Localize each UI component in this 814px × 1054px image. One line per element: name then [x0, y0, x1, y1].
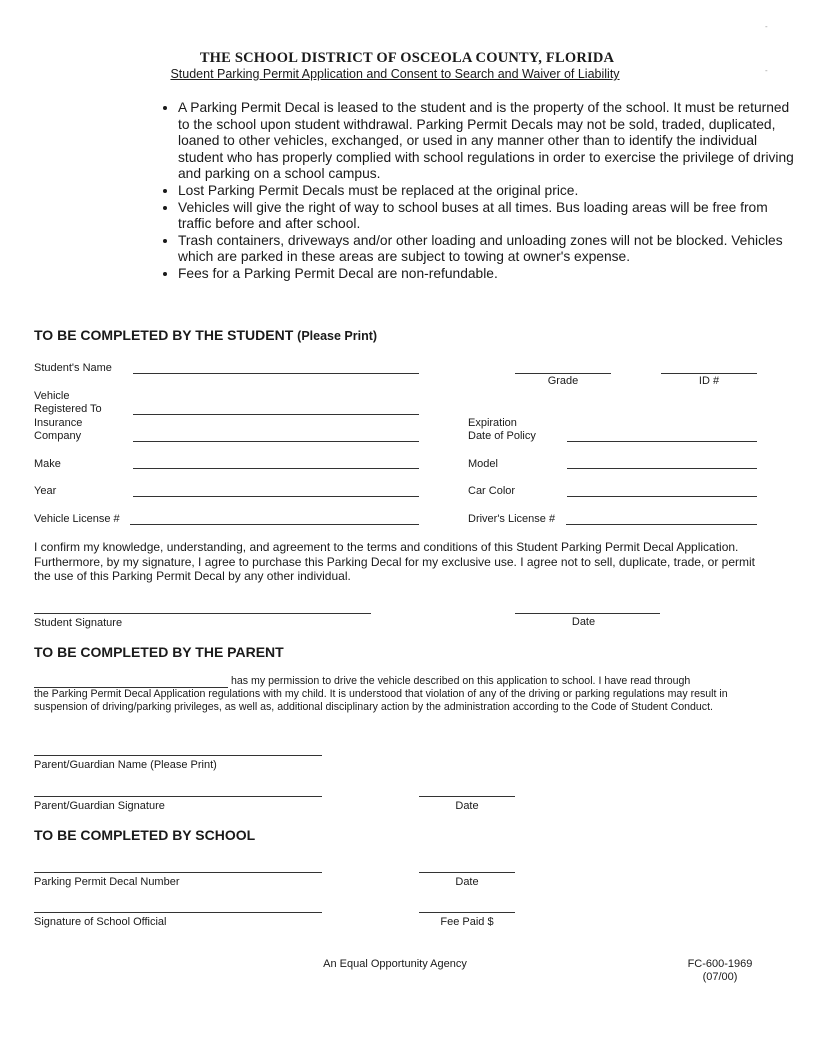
form-number: FC-600-1969 — [687, 958, 753, 970]
make-field[interactable] — [133, 468, 419, 469]
document-subtitle: Student Parking Permit Application and Consent to Search and Waiver of Liability — [170, 67, 620, 81]
year-field[interactable] — [133, 496, 419, 497]
rules-list — [146, 100, 798, 283]
rule-item: • Lost Parking Permit Decals must be replaced at the original price. — [178, 183, 798, 200]
id-field[interactable] — [661, 373, 757, 374]
insurance-line2: Company — [34, 430, 82, 442]
insurance-field[interactable] — [133, 441, 419, 442]
students-name-field[interactable] — [133, 373, 419, 374]
vehicle-license-field[interactable] — [130, 524, 419, 525]
fee-paid-field[interactable] — [419, 912, 515, 913]
year-label: Year — [34, 485, 57, 497]
expiration-line1: Expiration — [468, 417, 517, 429]
equal-opportunity-text: An Equal Opportunity Agency — [323, 958, 467, 970]
official-signature-label: Signature of School Official — [34, 916, 167, 928]
drivers-license-field[interactable] — [566, 524, 757, 525]
document-title: THE SCHOOL DISTRICT OF OSCEOLA COUNTY, FLORIDA — [199, 50, 615, 66]
decal-number-field[interactable] — [34, 872, 322, 873]
expiration-field[interactable] — [567, 441, 757, 442]
rule-item: • Vehicles will give the right of way to school buses at all times. Bus loading areas will be free from traffic before and after school. — [178, 200, 798, 233]
student-signature-field[interactable] — [34, 613, 371, 614]
student-date-label: Date — [571, 616, 596, 628]
scan-mark: - — [765, 66, 768, 75]
id-label: ID # — [698, 375, 720, 387]
permission-lead-text: has my permission to drive the vehicle described on this application to school. I have read through — [231, 675, 691, 687]
car-color-label: Car Color — [468, 485, 516, 497]
make-label: Make — [34, 458, 61, 470]
please-print-note: (Please Print) — [297, 329, 378, 343]
expiration-line2: Date of Policy — [468, 430, 536, 442]
student-date-field[interactable] — [515, 613, 660, 614]
guardian-name-field[interactable] — [34, 755, 322, 756]
student-agreement-text: I confirm my knowledge, understanding, and agreement to the terms and conditions of this Student Parking Permit Decal Application. Furthermore, by my signature, I agree to purchase this Parking Decal for my exclusive use. I agree not to sell, duplicate, trade, or permit the use of this Parking Permit Decal by any other individual. — [34, 540, 755, 583]
student-section-heading — [34, 327, 377, 343]
expiration-label — [468, 417, 536, 443]
parent-section-title: TO BE COMPLETED BY THE PARENT — [34, 644, 284, 660]
parent-date-label: Date — [455, 800, 479, 812]
decal-number-label: Parking Permit Decal Number — [34, 876, 180, 888]
school-date-label: Date — [455, 876, 479, 888]
fee-paid-label: Fee Paid $ — [440, 916, 494, 928]
vehicle-license-label: Vehicle License # — [34, 513, 120, 525]
vehicle-registered-field[interactable] — [133, 414, 419, 415]
model-label: Model — [468, 458, 498, 470]
parent-date-field[interactable] — [419, 796, 515, 797]
vehicle-registered-label — [34, 390, 102, 416]
insurance-line1: Insurance — [34, 417, 83, 429]
official-signature-field[interactable] — [34, 912, 322, 913]
scan-mark: - — [765, 22, 768, 31]
rule-item: • A Parking Permit Decal is leased to the student and is the property of the school. It must be returned to the school upon student withdrawal. Parking Permit Decals may not be sold, traded, duplicated, loaned to other vehicles, exchanged, or used in any manner other than to identify the individual student who has properly complied with school regulations in order to exercise the privilege of driving and parking on a school campus. — [178, 100, 798, 183]
insurance-label — [34, 417, 82, 443]
students-name-label: Student's Name — [34, 362, 112, 374]
student-section-title: TO BE COMPLETED BY THE STUDENT — [34, 327, 294, 343]
rule-item: • Fees for a Parking Permit Decal are non-refundable. — [178, 266, 798, 283]
guardian-signature-field[interactable] — [34, 796, 322, 797]
car-color-field[interactable] — [567, 496, 757, 497]
student-signature-label: Student Signature — [34, 617, 123, 629]
guardian-name-label: Parent/Guardian Name (Please Print) — [34, 759, 217, 771]
guardian-signature-label: Parent/Guardian Signature — [34, 800, 165, 812]
model-field[interactable] — [567, 468, 757, 469]
vehicle-registered-line1: Vehicle — [34, 390, 70, 402]
form-revision-date: (07/00) — [702, 971, 738, 983]
school-date-field[interactable] — [419, 872, 515, 873]
rule-item: • Trash containers, driveways and/or other loading and unloading zones will not be blocked. Vehicles which are parked in these areas are subject to towing at owner's expense. — [178, 233, 798, 266]
permission-text: the Parking Permit Decal Application regulations with my child. It is understood that violation of any of the driving or parking regulations may result in suspension of driving/parking privileges, as well as, additional disciplinary action by the administration according to the Code of Student Conduct. — [34, 688, 728, 714]
school-section-title: TO BE COMPLETED BY SCHOOL — [34, 827, 256, 843]
grade-label: Grade — [547, 375, 579, 387]
vehicle-registered-line2: Registered To — [34, 403, 102, 415]
drivers-license-label: Driver's License # — [468, 513, 556, 525]
grade-field[interactable] — [515, 373, 611, 374]
